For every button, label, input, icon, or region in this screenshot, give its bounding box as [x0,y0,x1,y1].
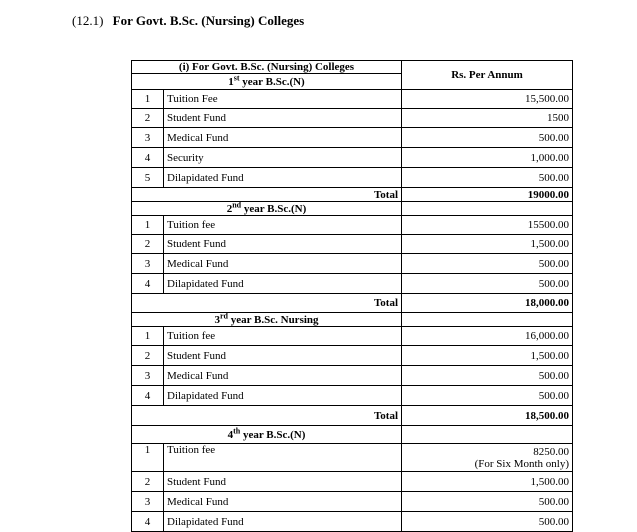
total-row [132,294,573,313]
year-title: 1st year B.Sc.(N) [132,74,402,90]
table-row: 3 Medical Fund 500.00 [132,254,573,274]
table-row: 1 Tuition fee 15500.00 [132,216,573,235]
total-value: 19000.00 [402,188,573,202]
table-row: 3 Medical Fund 500.00 [132,128,573,148]
table-row: 2 Student Fund 1,500.00 [132,346,573,366]
table-row: 3 Medical Fund 500.00 [132,492,573,512]
table-row: 4 Dilapidated Fund 500.00 [132,274,573,294]
fee-table [131,60,573,532]
total-label: Total [132,294,402,313]
table-caption: (i) For Govt. B.Sc. (Nursing) Colleges [132,61,402,74]
total-row [132,188,573,202]
table-row: 1 Tuition Fee 15,500.00 [132,90,573,109]
year-title: 3rd year B.Sc. Nursing [132,313,402,327]
table-row: 2 Student Fund 1,500.00 [132,235,573,254]
table-row: 4 Security 1,000.00 [132,148,573,168]
table-row: 2 Student Fund 1500 [132,109,573,128]
total-value: 18,000.00 [402,294,573,313]
table-row: 4 Dilapidated Fund 500.00 [132,386,573,406]
total-label: Total [132,188,402,202]
table-row: 5 Dilapidated Fund 500.00 [132,168,573,188]
table-row: 4 Dilapidated Fund 500.00 [132,512,573,532]
total-row [132,406,573,426]
year-header-row [132,202,573,216]
total-label: Total [132,406,402,426]
year-header-row [132,313,573,327]
section-title: For Govt. B.Sc. (Nursing) Colleges [112,13,305,28]
table-row: 1 Tuition fee 16,000.00 [132,327,573,346]
table-row: 1 Tuition fee 8250.00 (For Six Month only) [132,444,573,472]
section-number: (12.1) [72,13,104,28]
amount-header: Rs. Per Annum [402,61,573,90]
table-caption-row [132,61,573,74]
table-row: 3 Medical Fund 500.00 [132,366,573,386]
year-title: 4th year B.Sc.(N) [132,426,402,444]
total-value: 18,500.00 [402,406,573,426]
section-heading [72,13,304,29]
year-title: 2nd year B.Sc.(N) [132,202,402,216]
table-row: 2 Student Fund 1,500.00 [132,472,573,492]
year-header-row [132,426,573,444]
amount-note: (For Six Month only) [474,457,570,470]
